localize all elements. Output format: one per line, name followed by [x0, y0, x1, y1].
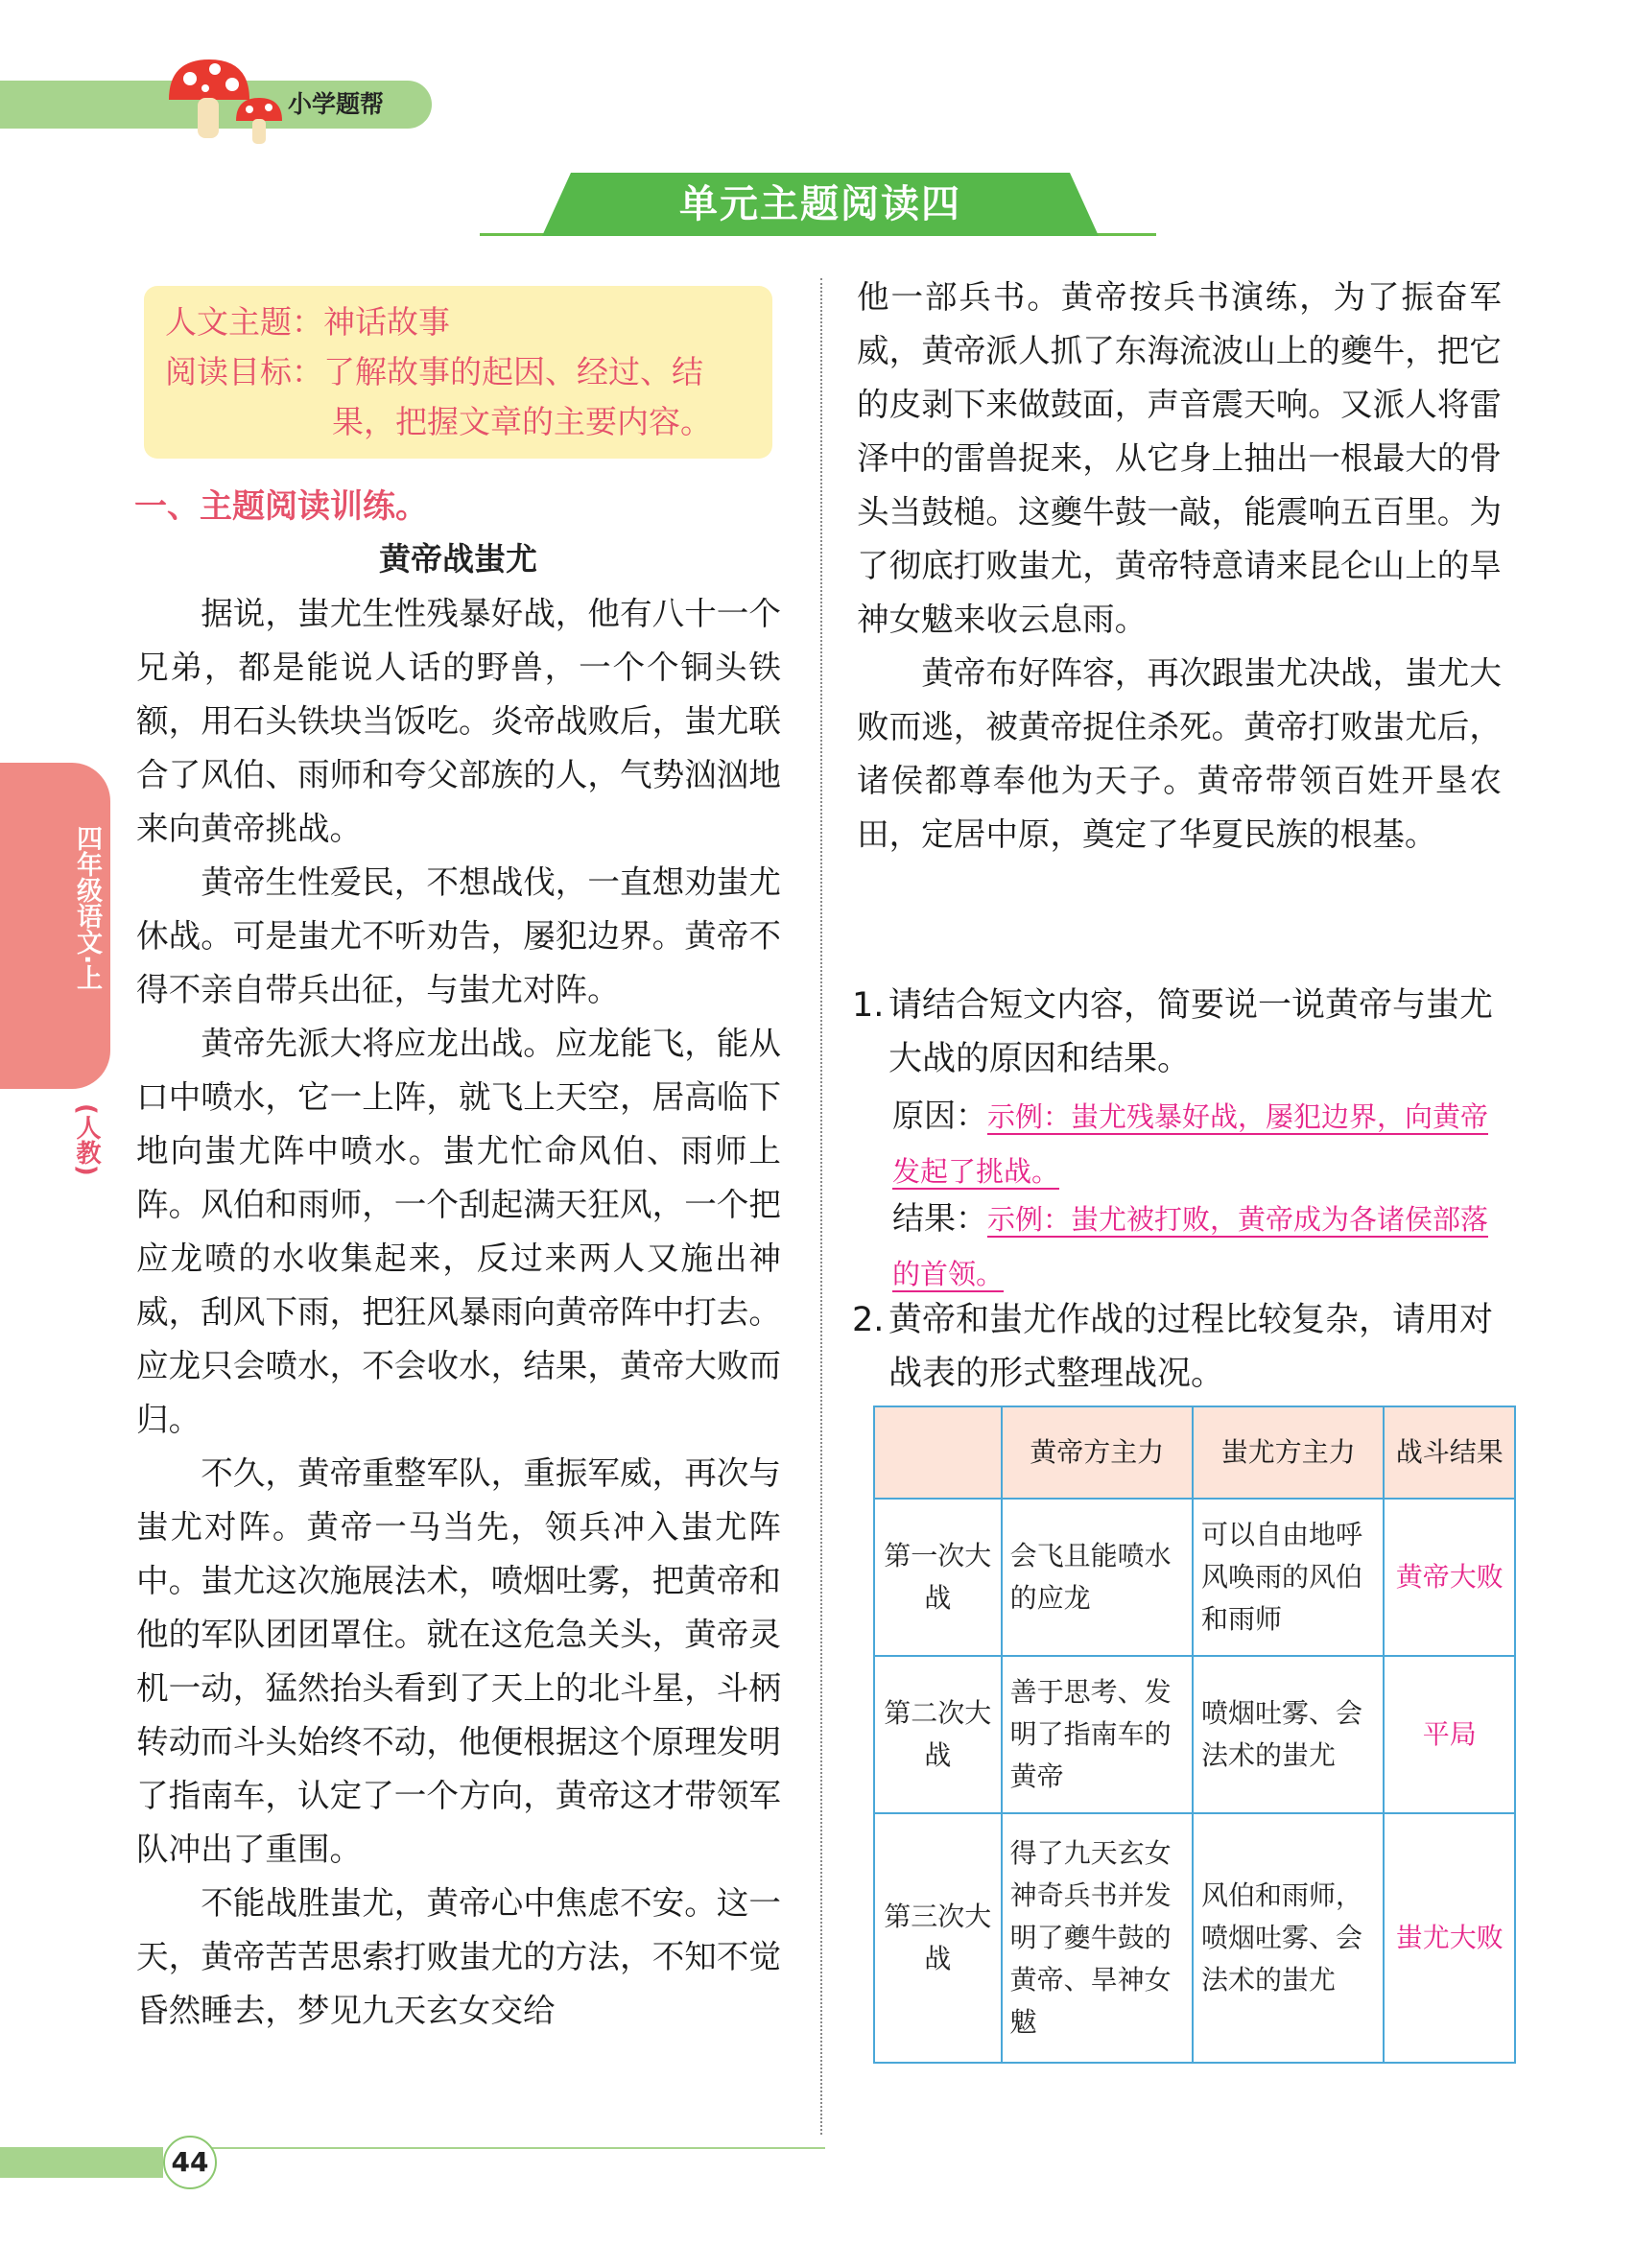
question-2: [852, 1293, 1514, 1401]
brand-name: 小学题帮: [288, 90, 385, 118]
huangdi-force: 会飞且能喷水的应龙: [1002, 1499, 1193, 1656]
question-number: 2.: [852, 1301, 885, 1339]
table-header-cell: 黄帝方主力: [1002, 1406, 1193, 1499]
question-text: 请结合短文内容，简要说一说黄帝与蚩尤大战的原因和结果。: [888, 986, 1494, 1078]
chiyou-force: 可以自由地呼风唤雨的风伯和雨师: [1193, 1499, 1384, 1656]
battle-name: 第三次大战: [874, 1813, 1002, 2063]
unit-title: 单元主题阅读四: [679, 182, 961, 226]
edition-label: (人教): [72, 1103, 101, 1176]
cause-answer: 示例：蚩尤残暴好战，屡犯边界，向黄帝发起了挑战。: [892, 1100, 1489, 1188]
battle-result: 蚩尤大败: [1384, 1813, 1515, 2063]
table-row: [874, 1813, 1515, 2063]
story-right-column: [857, 271, 1502, 862]
story-paragraph: 黄帝布好阵容，再次跟蚩尤决战，蚩尤大败而逃，被黄帝捉住杀死。黄帝打败蚩尤后，诸侯都尊奉他为天子。黄帝带领百姓开垦农田，定居中原，奠定了华夏民族的根基。: [857, 654, 1502, 853]
theme-row: [165, 297, 450, 347]
table-header-cell: 战斗结果: [1384, 1406, 1515, 1499]
footer-line: [201, 2147, 825, 2149]
answer-cause: [892, 1089, 1506, 1198]
table-row: [874, 1656, 1515, 1813]
question-1: [852, 979, 1514, 1086]
table-row: [874, 1499, 1515, 1656]
theme-label: 人文主题：: [165, 303, 323, 341]
goal-row: [165, 347, 703, 397]
table-header-row: [874, 1406, 1515, 1499]
column-divider: [820, 278, 822, 2135]
answer-result: [892, 1192, 1506, 1301]
grade-label: 四年级语文·上: [72, 825, 102, 991]
cause-label: 原因：: [892, 1097, 987, 1134]
table-header-cell: [874, 1406, 1002, 1499]
goal-label: 阅读目标：: [165, 353, 323, 390]
goal-value-line1: 了解故事的起因、经过、结: [323, 353, 703, 390]
goal-value-line2: 果，把握文章的主要内容。: [332, 403, 712, 440]
story-paragraph: 不久，黄帝重整军队，重振军威，再次与蚩尤对阵。黄帝一马当先，领兵冲入蚩尤阵中。蚩尤这次施展法术，喷烟吐雾，把黄帝和他的军队团团罩住。就在这危急关头，黄帝灵机一动，猛然抬头看到了天上的北斗星，斗柄转动而斗头始终不动，他便根据这个原理发明了指南车，认定了一个方向，黄帝这才带领军队冲出了重围。: [136, 1454, 781, 1868]
battle-table: [873, 1406, 1516, 2064]
story-title: 黄帝战蚩尤: [379, 540, 537, 578]
result-answer: 示例：蚩尤被打败，黄帝成为各诸侯部落的首领。: [892, 1203, 1489, 1290]
story-paragraph: 黄帝生性爱民，不想战伐，一直想劝蚩尤休战。可是蚩尤不听劝告，屡犯边界。黄帝不得不亲自带兵出征，与蚩尤对阵。: [136, 863, 781, 1008]
theme-box: [144, 286, 772, 459]
mushroom-logo-icon: [161, 54, 286, 150]
question-text: 黄帝和蚩尤作战的过程比较复杂，请用对战表的形式整理战况。: [888, 1301, 1494, 1393]
story-left-column: [136, 587, 781, 2038]
theme-value: 神话故事: [323, 303, 450, 341]
battle-name: 第二次大战: [874, 1656, 1002, 1813]
huangdi-force: 善于思考、发明了指南车的黄帝: [1002, 1656, 1193, 1813]
story-paragraph: 据说，蚩尤生性残暴好战，他有八十一个兄弟，都是能说人话的野兽，一个个铜头铁额，用石头铁块当饭吃。炎帝战败后，蚩尤联合了风伯、雨师和夸父部族的人，气势汹汹地来向黄帝挑战。: [136, 595, 781, 847]
footer-bar: [0, 2147, 163, 2178]
story-paragraph: 不能战胜蚩尤，黄帝心中焦虑不安。这一天，黄帝苦苦思索打败蚩尤的方法，不知不觉昏然睡去，梦见九天玄女交给: [136, 1884, 781, 2029]
story-paragraph: 黄帝先派大将应龙出战。应龙能飞，能从口中喷水，它一上阵，就飞上天空，居高临下地向蚩尤阵中喷水。蚩尤忙命风伯、雨师上阵。风伯和雨师，一个刮起满天狂风，一个把应龙喷的水收集起来，反过来两人又施出神威，刮风下雨，把狂风暴雨向黄帝阵中打去。应龙只会喷水，不会收水，结果，黄帝大败而归。: [136, 1025, 781, 1438]
huangdi-force: 得了九天玄女神奇兵书并发明了夔牛鼓的黄帝、旱神女魃: [1002, 1813, 1193, 2063]
table-header-cell: 蚩尤方主力: [1193, 1406, 1384, 1499]
result-label: 结果：: [892, 1199, 987, 1237]
section-heading: 一、主题阅读训练。: [134, 487, 428, 526]
battle-name: 第一次大战: [874, 1499, 1002, 1656]
page-number: 44: [163, 2136, 217, 2189]
chiyou-force: 喷烟吐雾、会法术的蚩尤: [1193, 1656, 1384, 1813]
chiyou-force: 风伯和雨师，喷烟吐雾、会法术的蚩尤: [1193, 1813, 1384, 2063]
battle-result: 平局: [1384, 1656, 1515, 1813]
story-paragraph-continued: 他一部兵书。黄帝按兵书演练，为了振奋军威，黄帝派人抓了东海流波山上的夔牛，把它的皮剥下来做鼓面，声音震天响。又派人将雷泽中的雷兽捉来，从它身上抽出一根最大的骨头当鼓槌。这夔牛鼓一敲，能震响五百里。为了彻底打败蚩尤，黄帝特意请来昆仑山上的旱神女魃来收云息雨。: [857, 278, 1502, 638]
question-number: 1.: [852, 986, 885, 1025]
battle-result: 黄帝大败: [1384, 1499, 1515, 1656]
